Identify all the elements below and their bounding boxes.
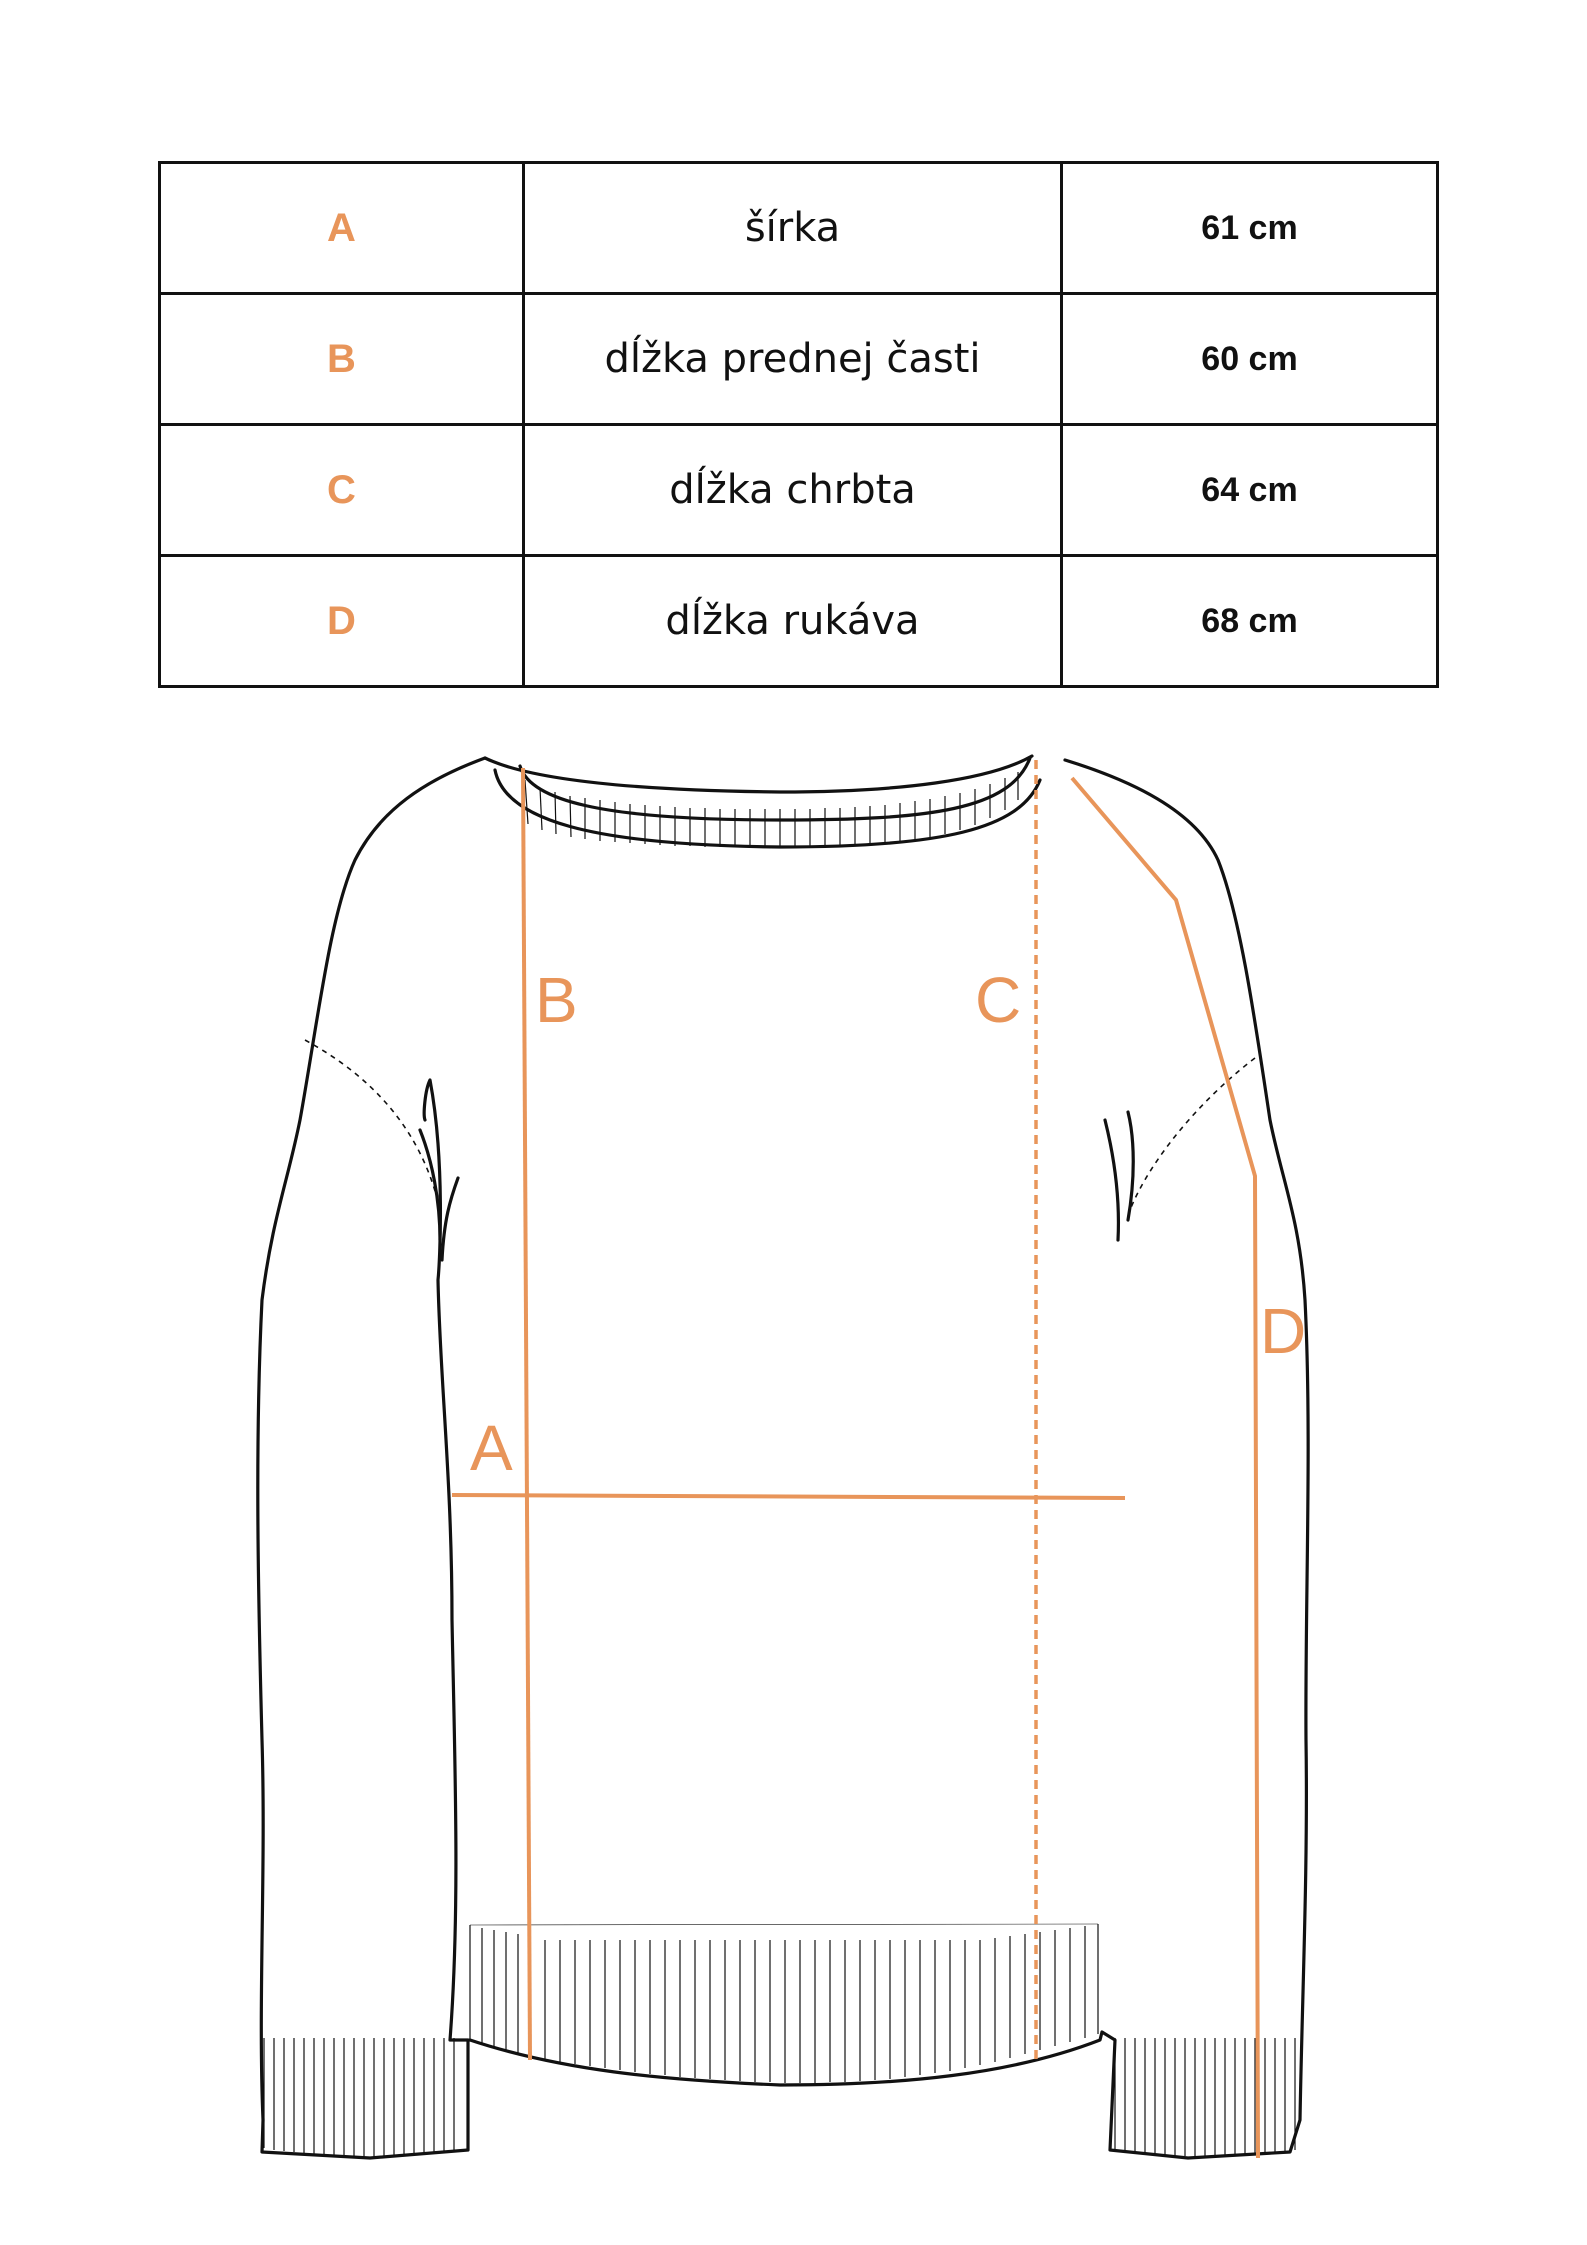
measure-line-d: [1072, 778, 1258, 2158]
left-cuff-ribbing: [264, 2038, 454, 2157]
measure-line-a: [452, 1495, 1125, 1498]
left-armpit-curve-2: [442, 1178, 458, 1260]
neckline-front: [520, 758, 1030, 820]
measure-line-b: [523, 768, 530, 2060]
measure-value: 68 cm: [1062, 556, 1438, 687]
measurement-labels: [470, 964, 1306, 1484]
measure-key: B: [160, 294, 524, 425]
sweater-body-outline: [258, 758, 1308, 2158]
measure-value: 60 cm: [1062, 294, 1438, 425]
label-d: D: [1260, 1295, 1307, 1367]
sweater-diagram: [0, 740, 1587, 2220]
label-a: A: [470, 1412, 513, 1484]
sweater-outline: [258, 756, 1308, 2158]
measure-key: D: [160, 556, 524, 687]
measure-value: 64 cm: [1062, 425, 1438, 556]
right-cuff-ribbing: [1115, 2038, 1295, 2157]
table-row: [160, 294, 1438, 425]
measure-key: C: [160, 425, 524, 556]
measure-value: 61 cm: [1062, 163, 1438, 294]
table-row: [160, 425, 1438, 556]
neckline-back: [485, 756, 1032, 792]
measure-label: dĺžka chrbta: [524, 425, 1062, 556]
hem-ribbing: [470, 1924, 1098, 2083]
measure-label: šírka: [524, 163, 1062, 294]
measure-key: A: [160, 163, 524, 294]
measure-label: dĺžka prednej časti: [524, 294, 1062, 425]
left-shoulder-seam: [305, 1040, 440, 1210]
label-b: B: [535, 964, 578, 1036]
label-c: C: [975, 964, 1022, 1036]
right-shoulder-seam: [1130, 1058, 1255, 1210]
table-row: [160, 556, 1438, 687]
table-row: [160, 163, 1438, 294]
size-table: [158, 161, 1439, 688]
measure-label: dĺžka rukáva: [524, 556, 1062, 687]
right-armpit-curve: [1105, 1120, 1118, 1240]
